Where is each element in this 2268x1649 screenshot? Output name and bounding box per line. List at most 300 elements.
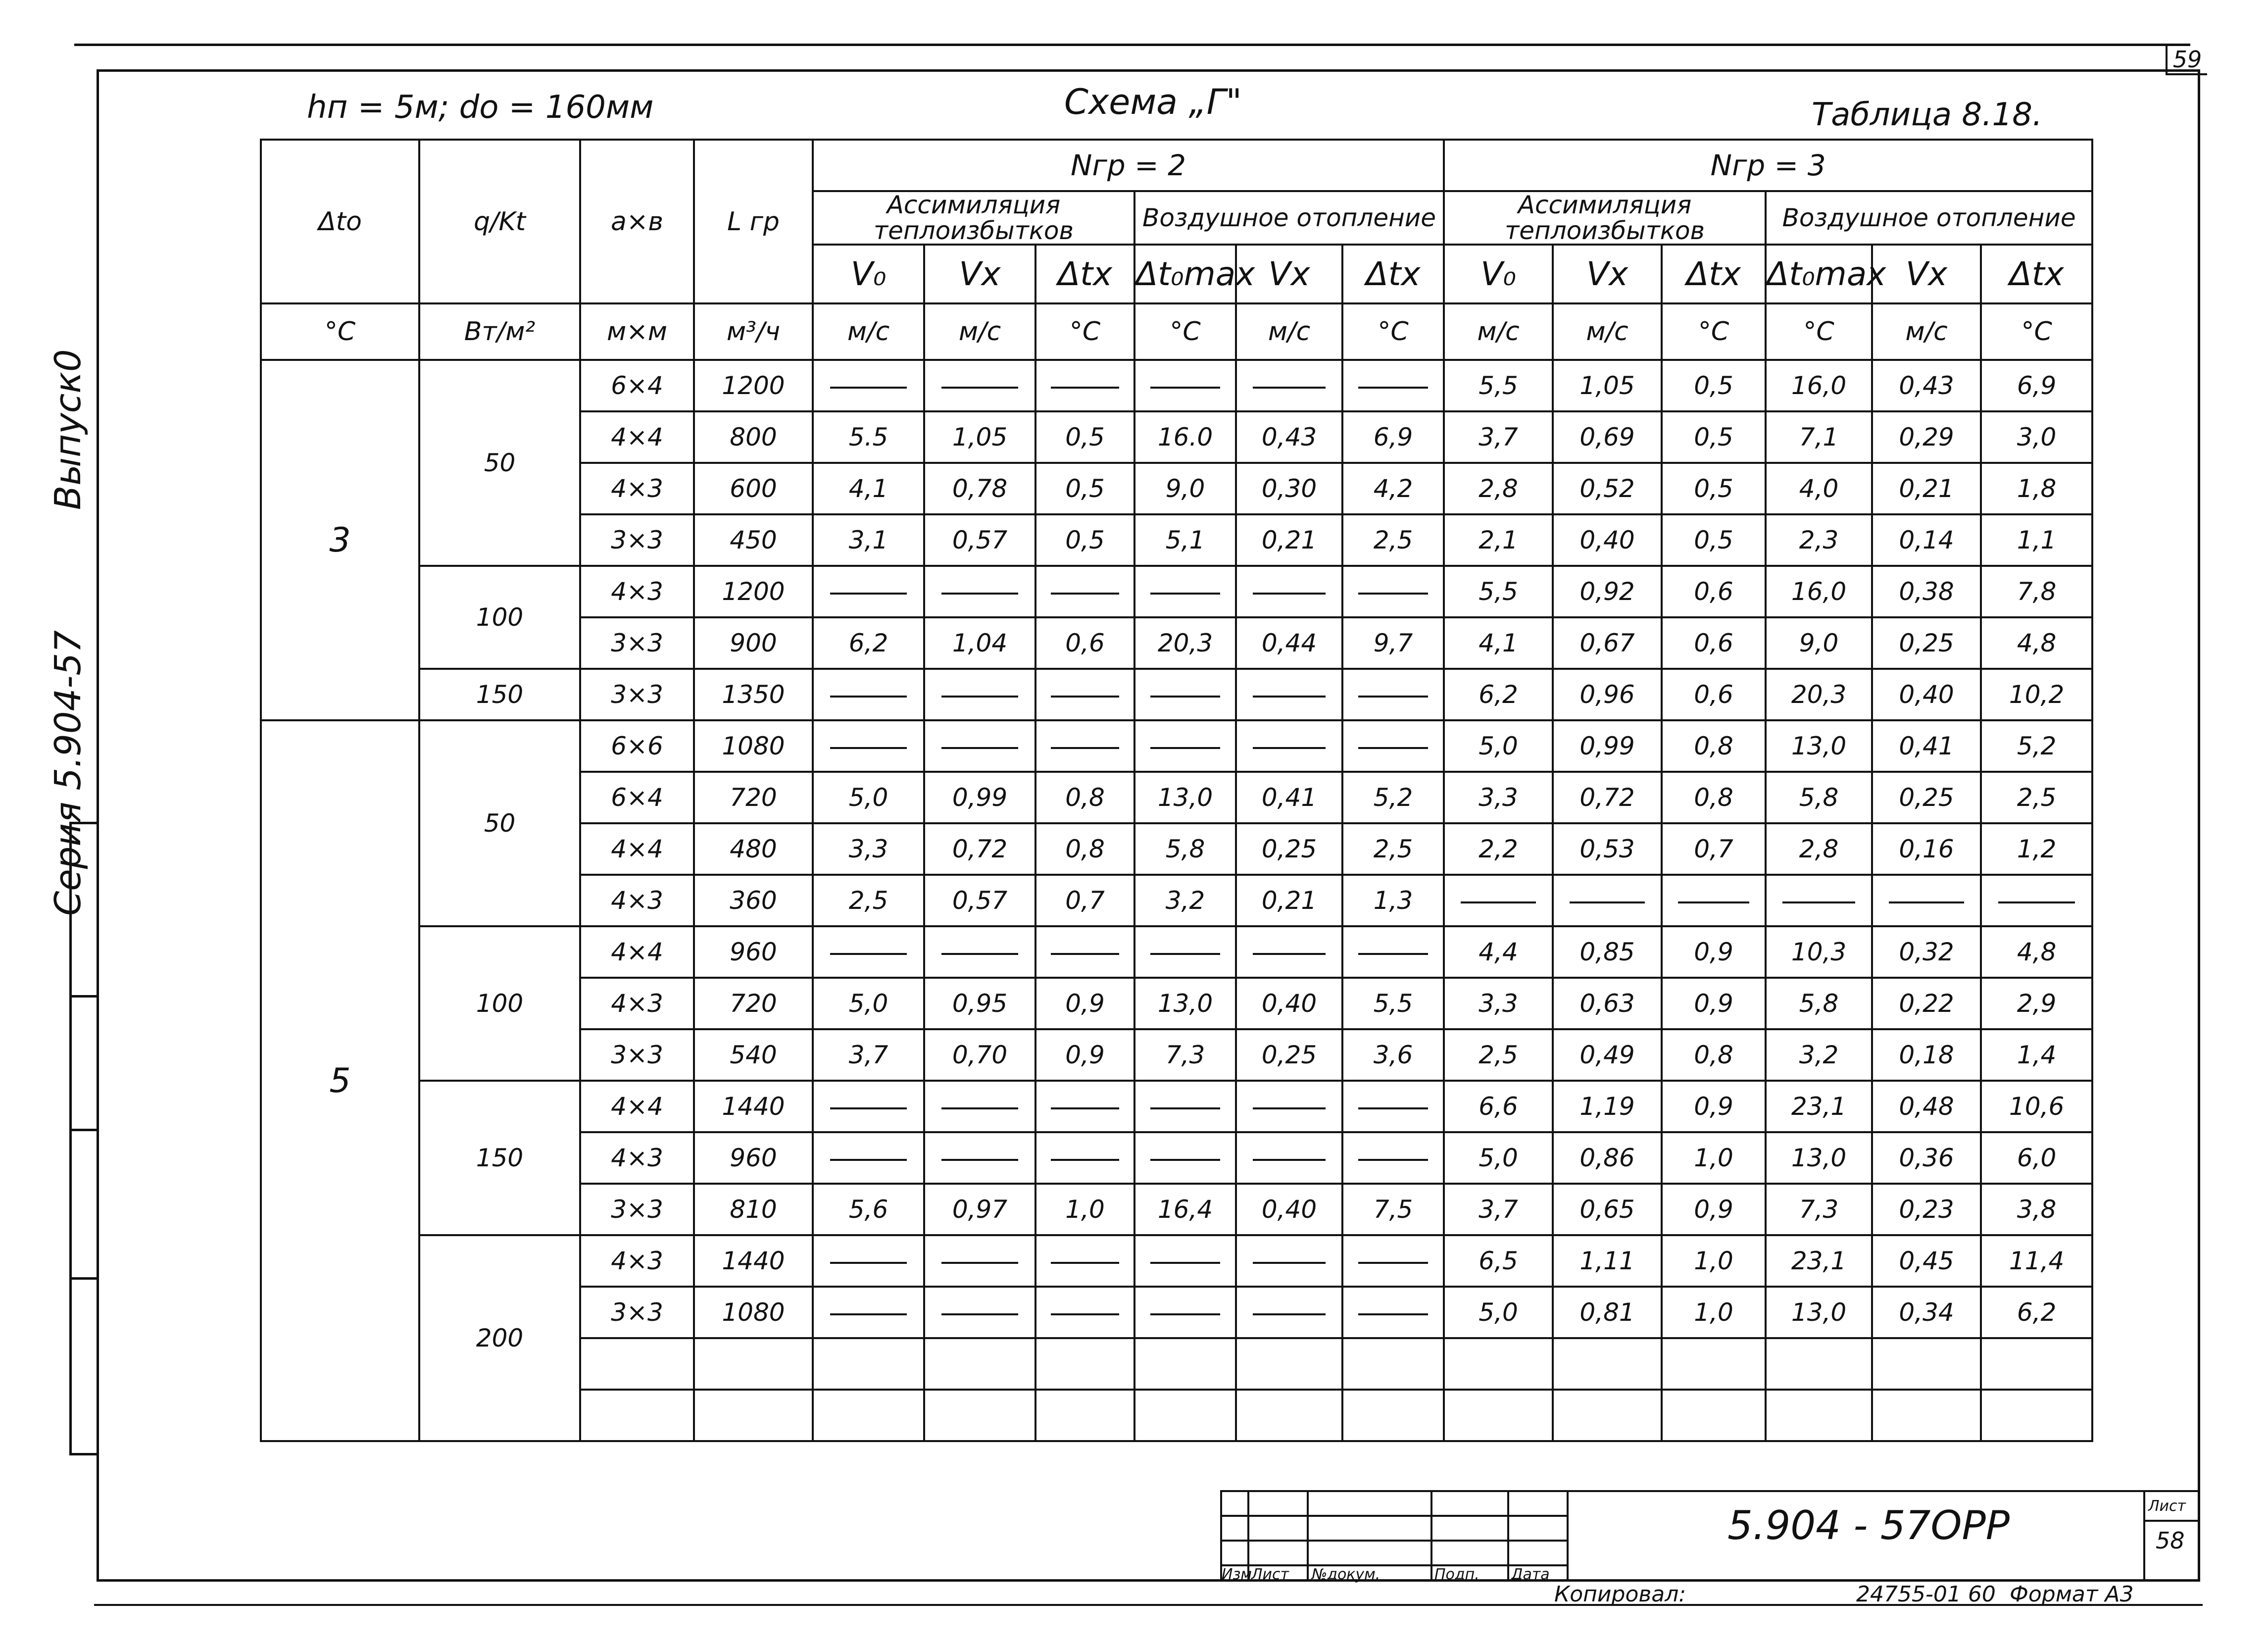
- empty-value-dash: [1342, 1235, 1444, 1287]
- table-cell: 0,5: [1035, 411, 1134, 463]
- table-cell: 2,3: [1766, 514, 1872, 566]
- empty-value-dash: [924, 566, 1035, 617]
- empty-value-dash: [1342, 360, 1444, 411]
- empty-value-dash: [813, 669, 924, 720]
- series-label: Серия 5.904-57: [47, 630, 89, 916]
- table-cell: 0,25: [1872, 772, 1981, 823]
- empty-value-dash: [1134, 566, 1236, 617]
- col-header-dtx: Δtх: [1981, 245, 2092, 303]
- table-cell: 7,5: [1342, 1184, 1444, 1235]
- title-block-line: [1430, 1490, 1432, 1582]
- q-cell: 50: [419, 720, 580, 926]
- unit-cell: м/с: [1553, 303, 1662, 360]
- empty-value-dash: [924, 1081, 1035, 1132]
- binding-tick: [69, 1277, 99, 1280]
- unit-cell: °C: [1981, 303, 2092, 360]
- table-cell: 0,25: [1236, 823, 1342, 875]
- table-cell: 1080: [694, 720, 813, 772]
- table-cell: 0,69: [1553, 411, 1662, 463]
- empty-value-dash: [1342, 926, 1444, 978]
- empty-value-dash: [1236, 1132, 1342, 1184]
- sheet-format: Формат А3: [2010, 1582, 2134, 1607]
- table-cell: 2,5: [1444, 1029, 1553, 1081]
- sheet-number: 58: [2156, 1527, 2185, 1554]
- empty-value-dash: [1035, 926, 1134, 978]
- parameters-heading: hп = 5м; dо = 160мм: [307, 89, 654, 126]
- table-cell: 1,1: [1981, 514, 2092, 566]
- table-cell: 1,0: [1662, 1287, 1766, 1338]
- title-label-sign: Подп.: [1434, 1566, 1479, 1583]
- table-cell: 3,8: [1981, 1184, 2092, 1235]
- table-cell: 4,8: [1981, 617, 2092, 669]
- table-cell: 3,3: [1444, 772, 1553, 823]
- table-cell: 0,9: [1035, 978, 1134, 1029]
- table-cell: 0,8: [1662, 720, 1766, 772]
- col-header-ngr2: Nгр = 2: [813, 140, 1444, 191]
- table-cell: 450: [694, 514, 813, 566]
- col-header-dtx: Δtх: [1035, 245, 1134, 303]
- table-cell: 5,8: [1766, 772, 1872, 823]
- unit-cell: м/с: [924, 303, 1035, 360]
- table-cell: 4×3: [580, 1235, 694, 1287]
- table-row: [261, 1081, 2092, 1132]
- table-cell: 11,4: [1981, 1235, 2092, 1287]
- unit-cell: м×м: [580, 303, 694, 360]
- col-header-vx: Vх: [1872, 245, 1981, 303]
- table-cell: 13,0: [1766, 1287, 1872, 1338]
- empty-value-dash: [813, 1287, 924, 1338]
- table-cell: 540: [694, 1029, 813, 1081]
- empty-value-dash: [813, 1132, 924, 1184]
- empty-value-dash: [1134, 669, 1236, 720]
- table-cell: 0,85: [1553, 926, 1662, 978]
- table-cell: 7,3: [1134, 1029, 1236, 1081]
- table-cell: 6,9: [1342, 411, 1444, 463]
- empty-value-dash: [1553, 875, 1662, 926]
- table-cell: 600: [694, 463, 813, 514]
- empty-cell: [1662, 1390, 1766, 1441]
- table-cell: 6,2: [1981, 1287, 2092, 1338]
- unit-cell: м/с: [1444, 303, 1553, 360]
- empty-value-dash: [1035, 720, 1134, 772]
- table-cell: 4×3: [580, 463, 694, 514]
- table-cell: 3,3: [813, 823, 924, 875]
- table-cell: 1,2: [1981, 823, 2092, 875]
- table-cell: 0,52: [1553, 463, 1662, 514]
- empty-value-dash: [924, 1132, 1035, 1184]
- table-cell: 0,6: [1662, 617, 1766, 669]
- table-cell: 2,5: [1342, 823, 1444, 875]
- title-block-line: [1307, 1490, 1309, 1582]
- title-block-line: [1567, 1490, 1569, 1582]
- table-cell: 0,97: [924, 1184, 1035, 1235]
- table-cell: 1,3: [1342, 875, 1444, 926]
- col-header-dt0max: Δt₀max: [1134, 245, 1236, 303]
- table-cell: 1,11: [1553, 1235, 1662, 1287]
- table-cell: 5.5: [813, 411, 924, 463]
- col-header-dtx: Δtх: [1662, 245, 1766, 303]
- table-cell: 4×4: [580, 926, 694, 978]
- table-cell: 13,0: [1134, 772, 1236, 823]
- empty-cell: [1981, 1338, 2092, 1390]
- table-cell: 3,7: [1444, 1184, 1553, 1235]
- table-cell: 0,36: [1872, 1132, 1981, 1184]
- unit-cell: °C: [1035, 303, 1134, 360]
- table-cell: 0,40: [1553, 514, 1662, 566]
- table-cell: 1200: [694, 566, 813, 617]
- table-cell: 1,0: [1035, 1184, 1134, 1235]
- unit-cell: °C: [1766, 303, 1872, 360]
- copied-by: Копировал:: [1554, 1582, 1686, 1607]
- table-cell: 3,2: [1134, 875, 1236, 926]
- unit-cell: м/с: [813, 303, 924, 360]
- table-cell: 480: [694, 823, 813, 875]
- table-cell: 0,16: [1872, 823, 1981, 875]
- table-cell: 6,6: [1444, 1081, 1553, 1132]
- empty-cell: [1035, 1338, 1134, 1390]
- table-cell: 2,8: [1766, 823, 1872, 875]
- dt0-cell: 3: [261, 360, 419, 720]
- title-block-line: [1507, 1490, 1509, 1582]
- empty-value-dash: [1134, 1235, 1236, 1287]
- empty-cell: [1236, 1390, 1342, 1441]
- table-cell: 0,49: [1553, 1029, 1662, 1081]
- table-cell: 0,6: [1035, 617, 1134, 669]
- table-cell: 3,6: [1342, 1029, 1444, 1081]
- empty-cell: [1662, 1338, 1766, 1390]
- table-cell: 0,5: [1662, 411, 1766, 463]
- table-cell: 0,81: [1553, 1287, 1662, 1338]
- table-row: [261, 926, 2092, 978]
- empty-value-dash: [1662, 875, 1766, 926]
- col-header-q-kt: q/Kt: [419, 140, 580, 303]
- table-cell: 0,53: [1553, 823, 1662, 875]
- empty-value-dash: [1981, 875, 2092, 926]
- empty-cell: [1134, 1390, 1236, 1441]
- table-cell: 3×3: [580, 1287, 694, 1338]
- table-cell: 0,57: [924, 875, 1035, 926]
- table-body: [261, 360, 2092, 1441]
- table-cell: 2,5: [1981, 772, 2092, 823]
- empty-cell: [1872, 1338, 1981, 1390]
- table-cell: 20,3: [1766, 669, 1872, 720]
- table-cell: 2,5: [1342, 514, 1444, 566]
- table-cell: 0,41: [1872, 720, 1981, 772]
- empty-value-dash: [1134, 926, 1236, 978]
- col-header-v0: V₀: [813, 245, 924, 303]
- table-cell: 5,2: [1342, 772, 1444, 823]
- table-cell: 0,22: [1872, 978, 1981, 1029]
- table-cell: 0,18: [1872, 1029, 1981, 1081]
- top-rule: [74, 44, 2190, 46]
- table-cell: 0,95: [924, 978, 1035, 1029]
- table-cell: 0,7: [1662, 823, 1766, 875]
- table-cell: 0,9: [1662, 1184, 1766, 1235]
- table-cell: 0,8: [1662, 772, 1766, 823]
- table-cell: 3,7: [813, 1029, 924, 1081]
- table-cell: 1,8: [1981, 463, 2092, 514]
- sheet-label: Лист: [2148, 1498, 2186, 1515]
- table-cell: 3,3: [1444, 978, 1553, 1029]
- order-number: 24755-01 60: [1856, 1582, 1996, 1607]
- table-cell: 16,0: [1766, 360, 1872, 411]
- table-number: Таблица 8.18.: [1812, 97, 2043, 133]
- table-cell: 1,04: [924, 617, 1035, 669]
- empty-value-dash: [1236, 926, 1342, 978]
- unit-cell: м/с: [1236, 303, 1342, 360]
- empty-value-dash: [1342, 1287, 1444, 1338]
- unit-cell: °C: [1342, 303, 1444, 360]
- col-header-dt0max: Δt₀max: [1766, 245, 1872, 303]
- empty-cell: [813, 1338, 924, 1390]
- empty-value-dash: [924, 669, 1035, 720]
- table-cell: 0,34: [1872, 1287, 1981, 1338]
- table-cell: 3×3: [580, 617, 694, 669]
- table-cell: 1,4: [1981, 1029, 2092, 1081]
- empty-value-dash: [1035, 1132, 1134, 1184]
- empty-value-dash: [1134, 1081, 1236, 1132]
- empty-cell: [694, 1338, 813, 1390]
- table-cell: 4×3: [580, 978, 694, 1029]
- col-header-lgr: L гр: [694, 140, 813, 303]
- table-cell: 5,6: [813, 1184, 924, 1235]
- empty-cell: [1342, 1338, 1444, 1390]
- table-cell: 0,29: [1872, 411, 1981, 463]
- binding-tick: [69, 995, 99, 998]
- empty-cell: [1444, 1338, 1553, 1390]
- empty-value-dash: [924, 1287, 1035, 1338]
- unit-cell: °C: [1662, 303, 1766, 360]
- binding-line: [69, 822, 72, 1453]
- table-cell: 5,1: [1134, 514, 1236, 566]
- table-cell: 2,5: [813, 875, 924, 926]
- table-cell: 4,4: [1444, 926, 1553, 978]
- table-cell: 0,65: [1553, 1184, 1662, 1235]
- table-cell: 1080: [694, 1287, 813, 1338]
- empty-value-dash: [1342, 1132, 1444, 1184]
- table-cell: 0,23: [1872, 1184, 1981, 1235]
- table-cell: 4×3: [580, 566, 694, 617]
- empty-value-dash: [924, 720, 1035, 772]
- table-cell: 3×3: [580, 1184, 694, 1235]
- table-cell: 0,21: [1872, 463, 1981, 514]
- empty-value-dash: [1342, 566, 1444, 617]
- document-code: 5.904 - 57ОРР: [1727, 1502, 2010, 1549]
- table-cell: 0,43: [1236, 411, 1342, 463]
- empty-cell: [1766, 1338, 1872, 1390]
- side-label: [47, 240, 89, 916]
- table-cell: 4,1: [1444, 617, 1553, 669]
- q-cell: 150: [419, 1081, 580, 1235]
- empty-cell: [580, 1338, 694, 1390]
- col-header-vx: Vх: [924, 245, 1035, 303]
- unit-cell: °C: [1134, 303, 1236, 360]
- table-cell: 6×4: [580, 772, 694, 823]
- table-cell: 5,5: [1342, 978, 1444, 1029]
- table-cell: 9,0: [1766, 617, 1872, 669]
- table-cell: 7,3: [1766, 1184, 1872, 1235]
- table-cell: 13,0: [1766, 720, 1872, 772]
- table-cell: 2,9: [1981, 978, 2092, 1029]
- table-cell: 360: [694, 875, 813, 926]
- empty-value-dash: [1035, 1287, 1134, 1338]
- table-cell: 6,5: [1444, 1235, 1553, 1287]
- table-cell: 810: [694, 1184, 813, 1235]
- table-cell: 0,21: [1236, 875, 1342, 926]
- empty-value-dash: [813, 566, 924, 617]
- empty-value-dash: [1134, 1287, 1236, 1338]
- table-cell: 4×4: [580, 411, 694, 463]
- unit-cell: Вт/м²: [419, 303, 580, 360]
- table-cell: 1,0: [1662, 1132, 1766, 1184]
- table-row: [261, 669, 2092, 720]
- col-header-dtx: Δtх: [1342, 245, 1444, 303]
- empty-value-dash: [1134, 720, 1236, 772]
- empty-value-dash: [1766, 875, 1872, 926]
- table-cell: 7,1: [1766, 411, 1872, 463]
- table-row: [261, 566, 2092, 617]
- title-label-list: Лист: [1251, 1566, 1289, 1583]
- empty-value-dash: [1134, 1132, 1236, 1184]
- empty-value-dash: [1236, 1235, 1342, 1287]
- col-header-assimilation-2: Ассимиляция теплоизбытков: [813, 191, 1134, 245]
- table-cell: 0,92: [1553, 566, 1662, 617]
- table-cell: 0,8: [1035, 772, 1134, 823]
- table-cell: 960: [694, 926, 813, 978]
- table-cell: 3,0: [1981, 411, 2092, 463]
- table-cell: 0,57: [924, 514, 1035, 566]
- table-cell: 4,1: [813, 463, 924, 514]
- empty-cell: [1766, 1390, 1872, 1441]
- table-cell: 4×4: [580, 823, 694, 875]
- col-header-assimilation-3: Ассимиляция теплоизбытков: [1444, 191, 1766, 245]
- empty-value-dash: [1236, 566, 1342, 617]
- empty-cell: [813, 1390, 924, 1441]
- table-cell: 1200: [694, 360, 813, 411]
- table-cell: 0,5: [1662, 514, 1766, 566]
- empty-value-dash: [924, 926, 1035, 978]
- table-cell: 0,25: [1872, 617, 1981, 669]
- title-label-date: Дата: [1511, 1566, 1550, 1583]
- table-cell: 0,25: [1236, 1029, 1342, 1081]
- table-cell: 0,14: [1872, 514, 1981, 566]
- table-cell: 16.0: [1134, 411, 1236, 463]
- table-cell: 0,8: [1662, 1029, 1766, 1081]
- table-cell: 6,2: [813, 617, 924, 669]
- table-cell: 5,5: [1444, 360, 1553, 411]
- empty-value-dash: [1035, 1081, 1134, 1132]
- table-cell: 5,0: [813, 978, 924, 1029]
- col-header-vx: Vх: [1236, 245, 1342, 303]
- table-cell: 5,0: [813, 772, 924, 823]
- table-cell: 5,0: [1444, 720, 1553, 772]
- empty-value-dash: [1035, 669, 1134, 720]
- table-cell: 4×3: [580, 875, 694, 926]
- q-cell: 150: [419, 669, 580, 720]
- q-cell: 100: [419, 926, 580, 1081]
- table-cell: 5,2: [1981, 720, 2092, 772]
- table-cell: 0,7: [1035, 875, 1134, 926]
- title-block-line: [2143, 1520, 2200, 1522]
- empty-value-dash: [1444, 875, 1553, 926]
- dt0-cell: 5: [261, 720, 419, 1441]
- table-cell: 10,6: [1981, 1081, 2092, 1132]
- empty-cell: [924, 1338, 1035, 1390]
- table-cell: 6×6: [580, 720, 694, 772]
- table-cell: 0,38: [1872, 566, 1981, 617]
- table-cell: 0,8: [1035, 823, 1134, 875]
- data-table: [260, 139, 2093, 1442]
- table-cell: 4×4: [580, 1081, 694, 1132]
- col-header-dt0: Δtо: [261, 140, 419, 303]
- table-cell: 7,8: [1981, 566, 2092, 617]
- table-cell: 1,05: [924, 411, 1035, 463]
- table-cell: 9,0: [1134, 463, 1236, 514]
- table-cell: 0,9: [1035, 1029, 1134, 1081]
- col-header-air-heating-2: Воздушное отопление: [1134, 191, 1444, 245]
- empty-value-dash: [813, 1235, 924, 1287]
- table-cell: 13,0: [1134, 978, 1236, 1029]
- table-cell: 1440: [694, 1235, 813, 1287]
- empty-cell: [1134, 1338, 1236, 1390]
- table-cell: 0,78: [924, 463, 1035, 514]
- title-block-line: [1220, 1540, 1567, 1542]
- empty-cell: [1444, 1390, 1553, 1441]
- col-header-vx: Vх: [1553, 245, 1662, 303]
- empty-cell: [694, 1390, 813, 1441]
- empty-value-dash: [1134, 360, 1236, 411]
- empty-value-dash: [1872, 875, 1981, 926]
- table-cell: 2,8: [1444, 463, 1553, 514]
- binding-tick: [69, 1129, 99, 1131]
- title-block-line: [2143, 1490, 2145, 1582]
- table-cell: 3×3: [580, 514, 694, 566]
- table-cell: 0,5: [1662, 463, 1766, 514]
- empty-value-dash: [813, 926, 924, 978]
- empty-value-dash: [1035, 360, 1134, 411]
- table-cell: 23,1: [1766, 1235, 1872, 1287]
- unit-cell: м³/ч: [694, 303, 813, 360]
- empty-cell: [1872, 1390, 1981, 1441]
- table-cell: 4,8: [1981, 926, 2092, 978]
- col-header-air-heating-3: Воздушное отопление: [1766, 191, 2092, 245]
- table-cell: 20,3: [1134, 617, 1236, 669]
- title-label-izm: Изм: [1222, 1566, 1252, 1583]
- table-cell: 23,1: [1766, 1081, 1872, 1132]
- table-cell: 3,7: [1444, 411, 1553, 463]
- table-cell: 1,05: [1553, 360, 1662, 411]
- table-cell: 16,0: [1766, 566, 1872, 617]
- table-cell: 2,1: [1444, 514, 1553, 566]
- table-cell: 4,2: [1342, 463, 1444, 514]
- empty-cell: [1553, 1338, 1662, 1390]
- table-cell: 4,0: [1766, 463, 1872, 514]
- table-cell: 0,9: [1662, 978, 1766, 1029]
- q-cell: 100: [419, 566, 580, 669]
- col-header-axb: а×в: [580, 140, 694, 303]
- col-header-v0: V₀: [1444, 245, 1553, 303]
- table-cell: 0,63: [1553, 978, 1662, 1029]
- table-row: [261, 1235, 2092, 1287]
- empty-value-dash: [924, 1235, 1035, 1287]
- table-cell: 3,1: [813, 514, 924, 566]
- empty-value-dash: [813, 360, 924, 411]
- table-cell: 10,2: [1981, 669, 2092, 720]
- table-cell: 0,5: [1662, 360, 1766, 411]
- table-cell: 10,3: [1766, 926, 1872, 978]
- table-cell: 6×4: [580, 360, 694, 411]
- table-cell: 0,40: [1872, 669, 1981, 720]
